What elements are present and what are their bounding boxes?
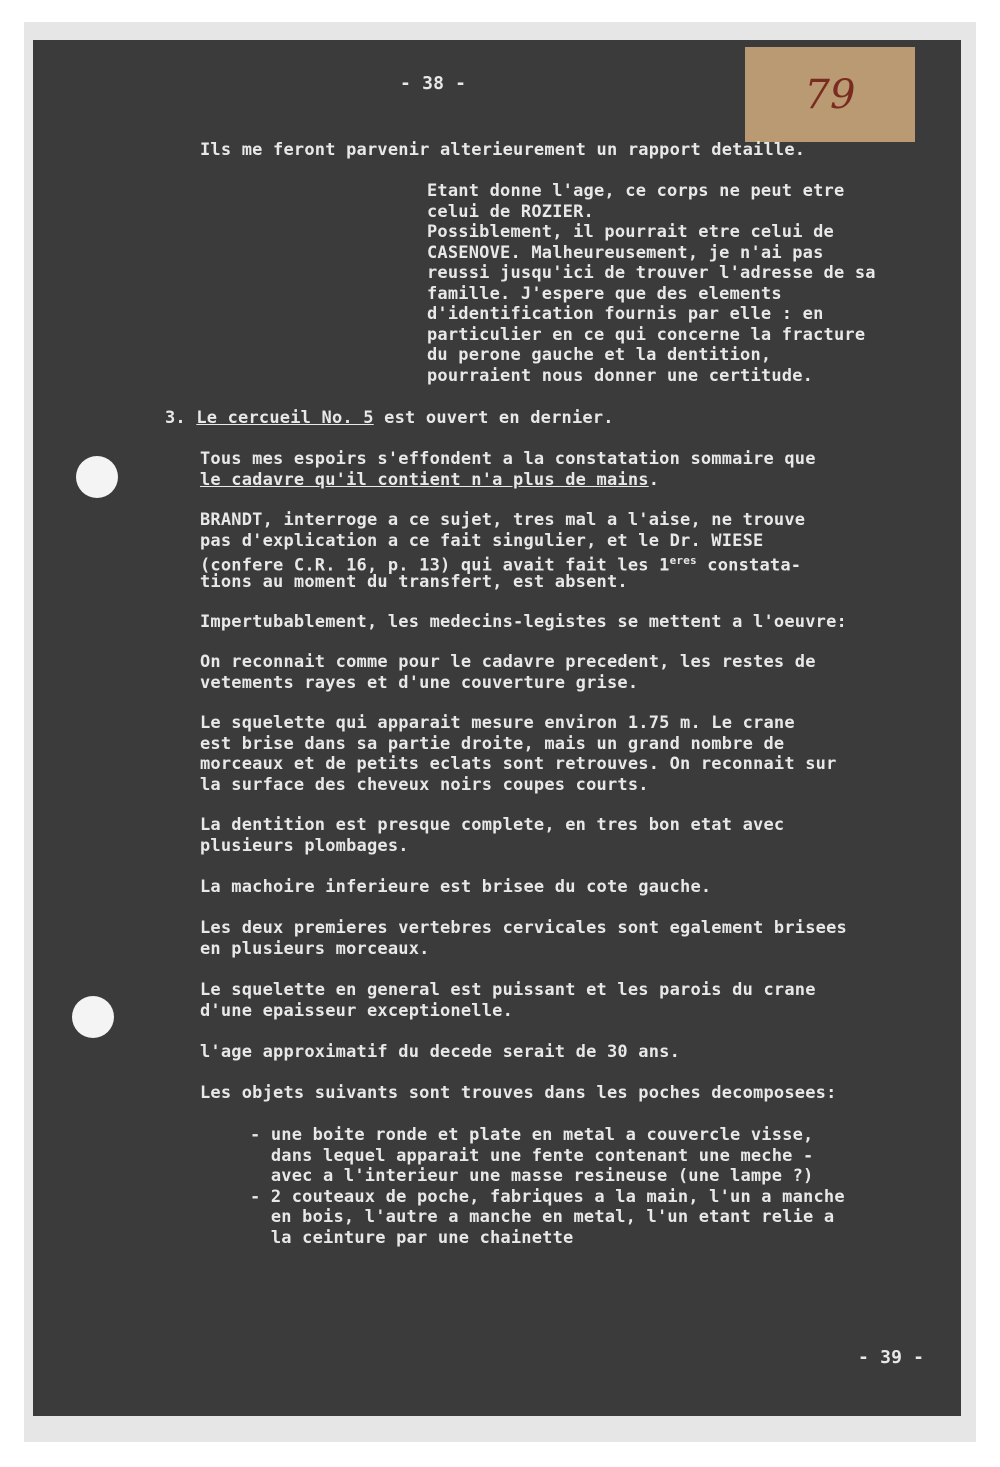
note-line: du perone gauche et la dentition, bbox=[427, 345, 772, 365]
paragraph-line: morceaux et de petits eclats sont retrouves. On reconnait sur bbox=[200, 754, 837, 774]
punch-hole-bottom bbox=[72, 996, 114, 1038]
note-line: d'identification fournis par elle : en bbox=[427, 304, 824, 324]
paragraph-line: tions au moment du transfert, est absent. bbox=[200, 571, 628, 592]
paragraph-line: l'age approximatif du decede serait de 30 ans. bbox=[200, 1042, 681, 1062]
paragraph-line: On reconnait comme pour le cadavre precedent, les restes de bbox=[200, 652, 816, 672]
paragraph-line: Impertubablement, les medecins-legistes se mettent a l'oeuvre: bbox=[200, 612, 847, 632]
list-item-line: la ceinture par une chainette bbox=[250, 1227, 574, 1248]
paragraph-line: Tous mes espoirs s'effondent a la constatation sommaire que bbox=[200, 449, 816, 469]
paragraph-line: (confere C.R. 16, p. 13) qui avait fait les $1^{eres}$ constata- bbox=[200, 554, 802, 576]
section-title: Le cercueil No. 5 bbox=[196, 408, 374, 428]
superscript: eres bbox=[669, 554, 697, 567]
section-number: 3. bbox=[165, 408, 186, 428]
punch-hole-top bbox=[76, 456, 118, 498]
list-item-line: - 2 couteaux de poche, fabriques a la main, l'un a manche bbox=[250, 1186, 845, 1207]
note-line: pourraient nous donner une certitude. bbox=[427, 365, 814, 386]
note-line: celui de ROZIER. bbox=[427, 201, 594, 222]
note-line: Etant donne l'age, ce corps ne peut etre bbox=[427, 181, 845, 201]
archive-tag bbox=[745, 47, 915, 142]
intro-line: Ils me feront parvenir alterieurement un rapport detaille. bbox=[200, 140, 806, 160]
section-heading bbox=[165, 408, 614, 429]
paragraph-line: La dentition est presque complete, en tres bon etat avec bbox=[200, 815, 785, 835]
paragraph-line: BRANDT, interroge a ce sujet, tres mal a l'aise, ne trouve bbox=[200, 510, 806, 530]
paragraph-line: en plusieurs morceaux. bbox=[200, 938, 430, 959]
paragraph-line: La machoire inferieure est brisee du cote gauche. bbox=[200, 877, 712, 897]
paragraph-line: Les deux premieres vertebres cervicales sont egalement brisees bbox=[200, 918, 847, 938]
paragraph-line: le cadavre qu'il contient n'a plus de mains. bbox=[200, 469, 660, 490]
paragraph-line: plusieurs plombages. bbox=[200, 835, 409, 856]
paragraph-line: pas d'explication a ce fait singulier, et le Dr. WIESE bbox=[200, 530, 764, 551]
list-item-line: en bois, l'autre a manche en metal, l'un etant relie a bbox=[250, 1207, 835, 1227]
paragraph-line: Le squelette en general est puissant et les parois du crane bbox=[200, 980, 816, 1000]
paragraph-line: d'une epaisseur exceptionelle. bbox=[200, 1000, 514, 1021]
paragraph-line: Le squelette qui apparait mesure environ 1.75 m. Le crane bbox=[200, 713, 795, 733]
note-line: reussi jusqu'ici de trouver l'adresse de sa bbox=[427, 263, 876, 283]
paragraph-line: vetements rayes et d'une couverture grise. bbox=[200, 672, 639, 693]
note-line: CASENOVE. Malheureusement, je n'ai pas bbox=[427, 242, 824, 263]
list-item-line: dans lequel apparait une fente contenant une meche - bbox=[250, 1145, 814, 1166]
section-title-rest: est ouvert en dernier. bbox=[373, 408, 614, 428]
list-item-line: avec a l'interieur une masse resineuse (une lampe ?) bbox=[250, 1166, 814, 1186]
paragraph-line: Les objets suivants sont trouves dans les poches decomposees: bbox=[200, 1083, 837, 1103]
note-line: particulier en ce qui concerne la fracture bbox=[427, 324, 866, 345]
paragraph-line: la surface des cheveux noirs coupes courts. bbox=[200, 774, 649, 795]
note-line: Possiblement, il pourrait etre celui de bbox=[427, 222, 834, 242]
page-number-bottom: - 39 - bbox=[858, 1347, 925, 1368]
note-line: famille. J'espere que des elements bbox=[427, 283, 782, 304]
list-item-line: - une boite ronde et plate en metal a couvercle visse, bbox=[250, 1125, 814, 1145]
archive-tag-number: 79 bbox=[804, 71, 856, 118]
paragraph-line: est brise dans sa partie droite, mais un grand nombre de bbox=[200, 733, 785, 754]
underlined-phrase: le cadavre qu'il contient n'a plus de mains bbox=[200, 469, 649, 490]
page-number-top: - 38 - bbox=[400, 73, 467, 94]
